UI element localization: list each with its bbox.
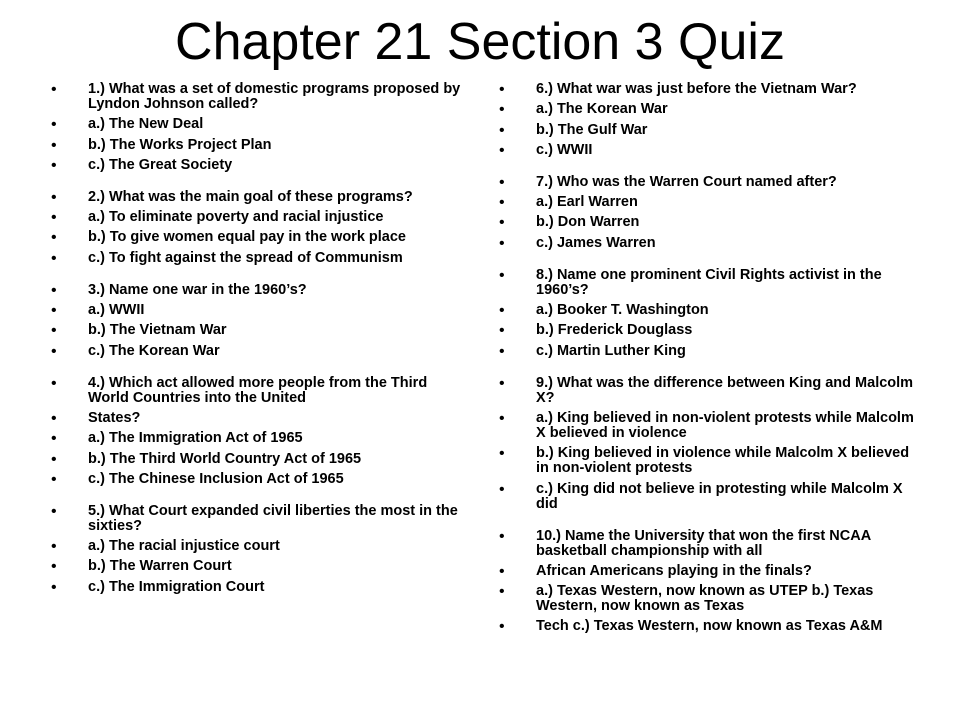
quiz-line-text: a.) Earl Warren (536, 194, 638, 211)
quiz-line-text: States? (88, 409, 141, 426)
quiz-line (48, 472, 468, 487)
bullet-icon: • (499, 81, 505, 98)
quiz-line (48, 504, 468, 534)
quiz-line-text: 8.) Name one prominent Civil Rights activist in the 1960’s? (536, 266, 882, 298)
quiz-line (48, 580, 468, 595)
quiz-line-text: 3.) Name one war in the 1960’s? (88, 281, 307, 298)
quiz-line-text: a.) The New Deal (88, 116, 204, 133)
quiz-line (496, 102, 916, 117)
quiz-line-text: c.) King did not believe in protesting while Malcolm X did (536, 480, 903, 512)
quiz-line-text: b.) The Third World Country Act of 1965 (88, 450, 362, 467)
quiz-line (496, 482, 916, 512)
bullet-icon: • (499, 173, 505, 191)
bullet-icon: • (51, 409, 57, 427)
bullet-icon: • (51, 302, 57, 320)
quiz-line (48, 230, 468, 245)
quiz-line-text: a.) Texas Western, now known as UTEP b.) Texas Western, now known as Texas (536, 583, 874, 615)
quiz-line (48, 411, 468, 426)
quiz-line-text: 2.) What was the main goal of these programs? (88, 188, 413, 205)
quiz-line (48, 376, 468, 406)
bullet-icon: • (51, 116, 57, 134)
bullet-icon: • (51, 470, 57, 488)
bullet-icon: • (499, 618, 505, 636)
quiz-line-text: c.) The Immigration Court (88, 578, 265, 595)
quiz-line (496, 564, 916, 579)
bullet-icon: • (499, 101, 505, 119)
bullet-icon: • (51, 188, 57, 206)
bullet-icon: • (499, 234, 505, 252)
quiz-line-text: b.) To give women equal pay in the work place (88, 229, 406, 246)
quiz-line (48, 559, 468, 574)
bullet-icon: • (499, 141, 505, 159)
quiz-line-text: b.) The Works Project Plan (88, 136, 272, 153)
quiz-line (496, 236, 916, 251)
quiz-line (496, 619, 916, 634)
quiz-line-text: a.) To eliminate poverty and racial injustice (88, 209, 384, 226)
quiz-line (48, 138, 468, 153)
quiz-line-text: b.) The Gulf War (536, 121, 648, 138)
bullet-icon: • (51, 229, 57, 247)
bullet-icon: • (499, 214, 505, 232)
quiz-line (48, 117, 468, 132)
bullet-icon: • (51, 281, 57, 299)
quiz-line-text: c.) The Korean War (88, 342, 220, 359)
quiz-line-text: a.) King believed in non-violent protests while Malcolm X believed in violence (536, 409, 914, 441)
quiz-line-text: 7.) Who was the Warren Court named after? (536, 173, 837, 190)
quiz-line-text: b.) King believed in violence while Malcolm X believed in non-violent protests (536, 445, 910, 477)
quiz-line (496, 376, 916, 406)
quiz-line (496, 446, 916, 476)
quiz-line (496, 195, 916, 210)
quiz-line-text: 4.) Which act allowed more people from the Third World Countries into the United (88, 374, 428, 406)
quiz-line (48, 158, 468, 173)
bullet-icon: • (499, 194, 505, 212)
quiz-line (48, 283, 468, 298)
bullet-icon: • (499, 302, 505, 320)
bullet-icon: • (51, 81, 57, 98)
bullet-icon: • (51, 249, 57, 267)
slide-title: Chapter 21 Section 3 Quiz (175, 13, 785, 71)
bullet-icon: • (51, 322, 57, 340)
quiz-line (496, 143, 916, 158)
quiz-line-text: a.) The racial injustice court (88, 538, 280, 555)
bullet-icon: • (51, 502, 57, 520)
quiz-line-text: a.) The Korean War (536, 101, 668, 118)
quiz-line (48, 210, 468, 225)
quiz-line (496, 529, 916, 559)
quiz-line (48, 303, 468, 318)
quiz-line (496, 344, 916, 359)
bullet-icon: • (51, 450, 57, 468)
quiz-line (496, 411, 916, 441)
quiz-line-text: 1.) What was a set of domestic programs proposed by Lyndon Johnson called? (88, 81, 461, 112)
bullet-icon: • (51, 430, 57, 448)
quiz-line-text: a.) The Immigration Act of 1965 (88, 430, 303, 447)
quiz-line (496, 268, 916, 298)
quiz-line (496, 82, 916, 97)
bullet-icon: • (51, 209, 57, 227)
quiz-line-text: 9.) What was the difference between King and Malcolm X? (536, 374, 914, 406)
quiz-line-text: b.) Frederick Douglass (536, 322, 693, 339)
bullet-icon: • (499, 583, 505, 601)
quiz-line-text: b.) The Warren Court (88, 558, 232, 575)
quiz-line (496, 303, 916, 318)
quiz-line-text: Tech c.) Texas Western, now known as Texas A&M (536, 618, 883, 635)
bullet-icon: • (51, 374, 57, 392)
bullet-icon: • (499, 480, 505, 498)
bullet-icon: • (499, 342, 505, 360)
quiz-line (48, 431, 468, 446)
bullet-icon: • (51, 538, 57, 556)
bullet-icon: • (499, 562, 505, 580)
bullet-icon: • (499, 121, 505, 139)
quiz-line-text: b.) The Vietnam War (88, 322, 227, 339)
quiz-line-text: 6.) What war was just before the Vietnam War? (536, 81, 857, 97)
bullet-icon: • (499, 374, 505, 392)
bullet-icon: • (51, 558, 57, 576)
quiz-line-text: 5.) What Court expanded civil liberties the most in the sixties? (88, 502, 458, 534)
quiz-line-text: a.) Booker T. Washington (536, 302, 709, 319)
quiz-line-text: c.) James Warren (536, 234, 656, 251)
bullet-icon: • (51, 578, 57, 596)
quiz-line (496, 584, 916, 614)
right-question-column (496, 82, 916, 640)
bullet-icon: • (499, 266, 505, 284)
quiz-line-text: African Americans playing in the finals? (536, 562, 812, 579)
quiz-line (48, 190, 468, 205)
quiz-line (496, 323, 916, 338)
bullet-icon: • (51, 342, 57, 360)
quiz-line-text: c.) Martin Luther King (536, 342, 686, 359)
quiz-line (496, 215, 916, 230)
bullet-icon: • (499, 527, 505, 545)
bullet-icon: • (499, 445, 505, 463)
bullet-icon: • (499, 409, 505, 427)
quiz-line-text: a.) WWII (88, 302, 145, 319)
quiz-line (496, 175, 916, 190)
quiz-line (48, 323, 468, 338)
quiz-line-text: c.) WWII (536, 141, 593, 158)
bullet-icon: • (499, 322, 505, 340)
bullet-icon: • (51, 156, 57, 174)
quiz-line (496, 123, 916, 138)
quiz-line-text: c.) The Chinese Inclusion Act of 1965 (88, 470, 344, 487)
quiz-line (48, 539, 468, 554)
quiz-line (48, 344, 468, 359)
quiz-line-text: 10.) Name the University that won the first NCAA basketball championship with all (536, 527, 871, 559)
quiz-line-text: c.) The Great Society (88, 156, 233, 173)
quiz-line (48, 251, 468, 266)
quiz-line-text: b.) Don Warren (536, 214, 640, 231)
bullet-icon: • (51, 136, 57, 154)
quiz-line-text: c.) To fight against the spread of Communism (88, 249, 403, 266)
quiz-line (48, 452, 468, 467)
left-question-column (48, 82, 468, 600)
quiz-line (48, 82, 468, 112)
